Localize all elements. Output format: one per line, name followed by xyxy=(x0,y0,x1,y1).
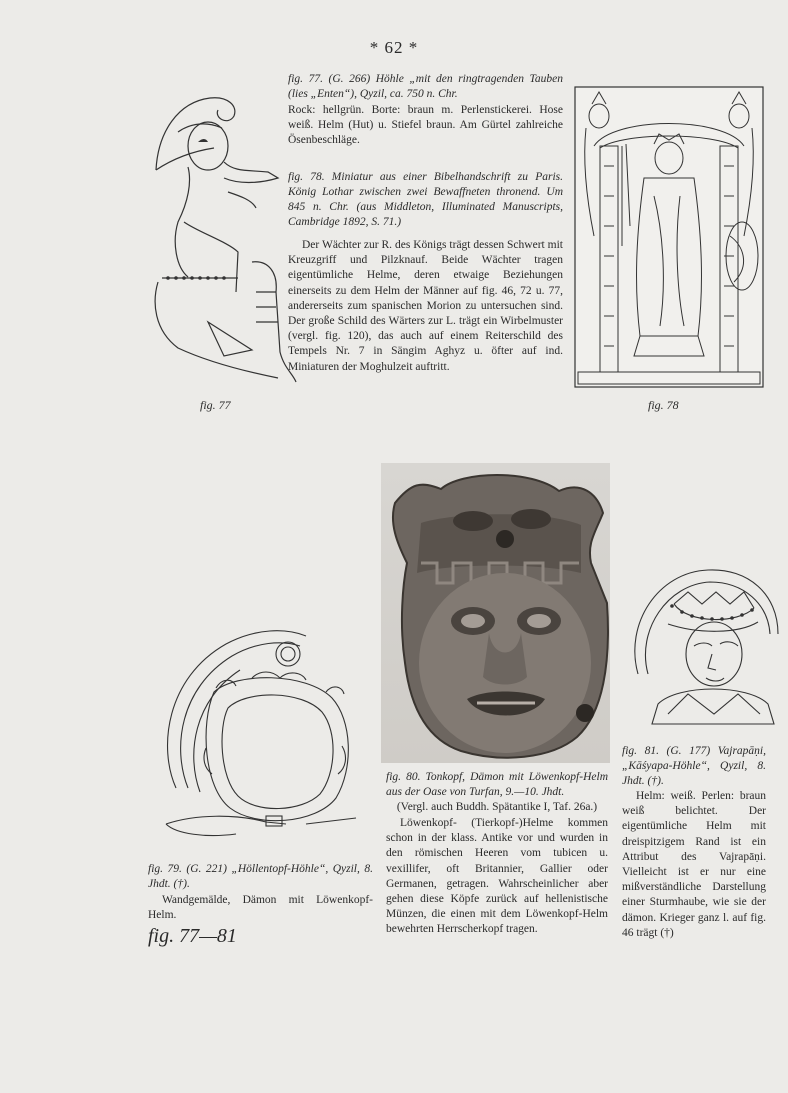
fig78-body-text: Der Wächter zur R. des Königs trägt dessen Schwert mit Kreuzgriff und Pilzknauf. Beide Wächter tragen eigentümliche Helme, deren etwaige Beziehungen einerseits zu dem Helm der Männer auf fig. 46, 72 u. 77, andererseits zum spanischen Morion zu untersuchen sind. Der große Schild des Wärters zur L. trägt ein Wirbelmuster (vergl. fig. 120), das auch auf einem Reiterschild des Tempels Nr. 7 in Sängim Aghyz u. öfter auf ind. Miniaturen der Moghulzeit auftritt. xyxy=(288,239,563,373)
fig80-clay-head-image xyxy=(381,463,610,763)
fig77-caption: fig. 77. (G. 266) Höhle „mit den ringtragenden Tauben (lies „Enten“), Qyzil, ca. 750 n. Chr. xyxy=(288,73,563,100)
fig81-body-text: Helm: weiß. Perlen: braun weiß belichtet. Der eigentümliche Helm mit dreispitzigem Rand ist ein Attribut des Vajrapāṇi. Vielleicht ist er nur eine mißverständliche Darstellung einer Sturmhaube, wie sie der dämon. Krieger ganz l. auf fig. 46 trägt (†) xyxy=(622,790,766,939)
fig77-label: fig. 77 xyxy=(200,398,231,412)
fig80-ref: (Vergl. auch Buddh. Spätantike I, Taf. 26a.) xyxy=(396,801,598,813)
fig78-caption: fig. 78. Miniatur aus einer Bibelhandschrift zu Paris. König Lothar zwischen zwei Bewaffneten thronend. Um 845 n. Chr. (aus Middleton, Illuminated Manuscripts, Cambridge 1892, S. 71.) xyxy=(288,171,563,228)
fig79-caption: fig. 79. (G. 221) „Höllentopf-Höhle“, Qyzil, 8. Jhdt. (†). xyxy=(148,863,373,890)
fig80-body xyxy=(386,816,608,938)
fig77-body xyxy=(288,103,563,149)
fig81-caption: fig. 81. (G. 177) Vajrapāṇi, „Kāśyapa-Höhle“, Qyzil, 8. Jhdt. (†). xyxy=(622,745,766,787)
fig80-body-text: Löwenkopf- (Tierkopf-)Helme kommen schon in der klass. Antike vor und wurden in den römischen Heeren vom tubicen u. vexillifer, oft Britannier, Gallier oder Germanen, getragen. Wahrscheinlicher aber gehen diese Köpfe zurück auf hellenistische Münzen, die einen mit dem Löwenkopf-Helm bewehrten Herrscherkopf tragen. xyxy=(386,817,608,936)
fig79-body xyxy=(148,893,373,923)
fig80-caption: fig. 80. Tonkopf, Dämon mit Löwenkopf-Helm aus der Oase von Turfan, 9.—10. Jhdt. xyxy=(386,771,608,798)
fig78-label: fig. 78 xyxy=(648,398,679,412)
fig77-drawing xyxy=(148,92,298,390)
fig81-drawing xyxy=(628,564,778,740)
fig78-drawing xyxy=(574,86,764,388)
fig81-body xyxy=(622,789,766,941)
fig80-photo xyxy=(381,463,610,763)
fig77-body-text: Rock: hellgrün. Borte: braun m. Perlenstickerei. Hose weiß. Helm (Hut) u. Stiefel braun. Am Gürtel zahlreiche Ösenbeschläge. xyxy=(288,104,563,147)
footer-figure-label: fig. 77—81 xyxy=(148,925,237,947)
fig79-drawing xyxy=(156,628,374,848)
fig79-body-text: Wandgemälde, Dämon mit Löwenkopf-Helm. xyxy=(148,894,373,922)
page-number: * 62 * xyxy=(369,38,419,57)
fig78-body xyxy=(288,238,563,375)
